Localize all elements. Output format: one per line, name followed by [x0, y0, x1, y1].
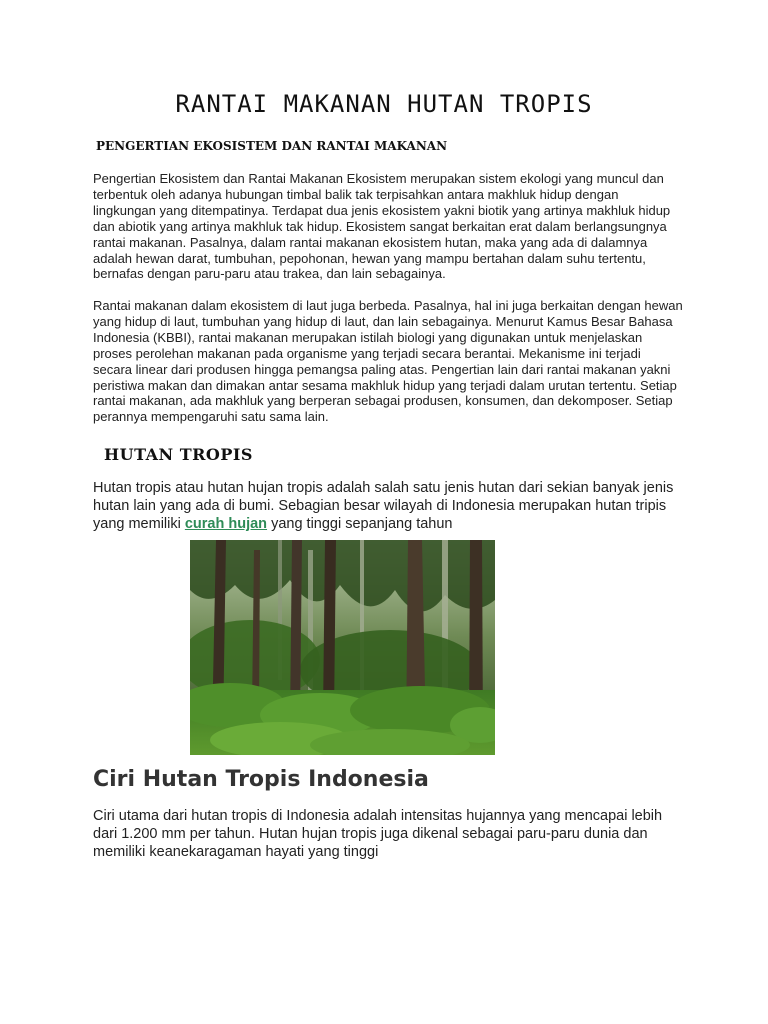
- section-heading-pengertian: PENGERTIAN EKOSISTEM DAN RANTAI MAKANAN: [96, 139, 448, 153]
- paragraph-hutan-tropis: [93, 479, 678, 533]
- section-heading-hutan-tropis: HUTAN TROPIS: [104, 445, 253, 464]
- paragraph-ciri-hutan: Ciri utama dari hutan tropis di Indonesia adalah intensitas hujannya yang mencapai lebih dari 1.200 mm per tahun. Hutan hujan tropis juga dikenal sebagai paru-paru dunia dan memiliki keanekaragaman hayati yang tinggi: [93, 808, 663, 860]
- paragraph-text-start: Hutan tropis atau hutan hujan tropis adalah salah satu jenis hutan dari sekian banyak jenis hutan lain yang ada di bumi. Sebagian besar wilayah di Indonesia merupakan hutan tripis yang memiliki: [93, 480, 674, 532]
- page-title: RANTAI MAKANAN HUTAN TROPIS: [175, 90, 593, 118]
- paragraph-text-end: yang tinggi sepanjang tahun: [267, 516, 453, 532]
- paragraph-pengertian: Pengertian Ekosistem dan Rantai Makanan Ekosistem merupakan sistem ekologi yang muncul dan terbentuk oleh adanya hubungan timbal balik tak terpisahkan antara makhluk hidup dengan lingkungan yang ditempatinya. Terdapat dua jenis ekosistem yakni biotik yang artinya makhluk hidup dan abiotik yang artinya makhluk tak hidup. Ekosistem sangat berkaitan erat dalam berlangsungnya rantai makanan. Pasalnya, dalam rantai makanan ekosistem hutan, maka yang ada di dalamnya adalah hewan darat, tumbuhan, pepohonan, hewan yang mampu bertahan dalam suhu tertentu, bernafas dengan paru-paru atau trakea, dan lain sebagainya.: [93, 171, 671, 282]
- forest-photo: [190, 540, 495, 755]
- section-heading-ciri-hutan: Ciri Hutan Tropis Indonesia: [93, 767, 429, 792]
- curah-hujan-link[interactable]: curah hujan: [184, 516, 268, 532]
- paragraph-rantai-makanan: Rantai makanan dalam ekosistem di laut juga berbeda. Pasalnya, hal ini juga berkaitan dengan hewan yang hidup di laut, tumbuhan yang hidup di laut, dan lain sebagainya. Menurut Kamus Besar Bahasa Indonesia (KBBI), rantai makanan merupakan istilah biologi yang digunakan untuk menjelaskan proses perolehan makanan pada organisme yang terjadi secara berantai. Mekanisme ini terjadi secara linear dari produsen hingga pemangsa paling atas. Pengertian lain dari rantai makanan yakni peristiwa makan dan dimakan antar sesama makhluk hidup yang terjadi dalam urutan tertentu. Setiap rantai makanan, ada makhluk yang berperan sebagai produsen, konsumen, dan dekomposer. Setiap perannya mempengaruhi satu sama lain.: [93, 298, 683, 425]
